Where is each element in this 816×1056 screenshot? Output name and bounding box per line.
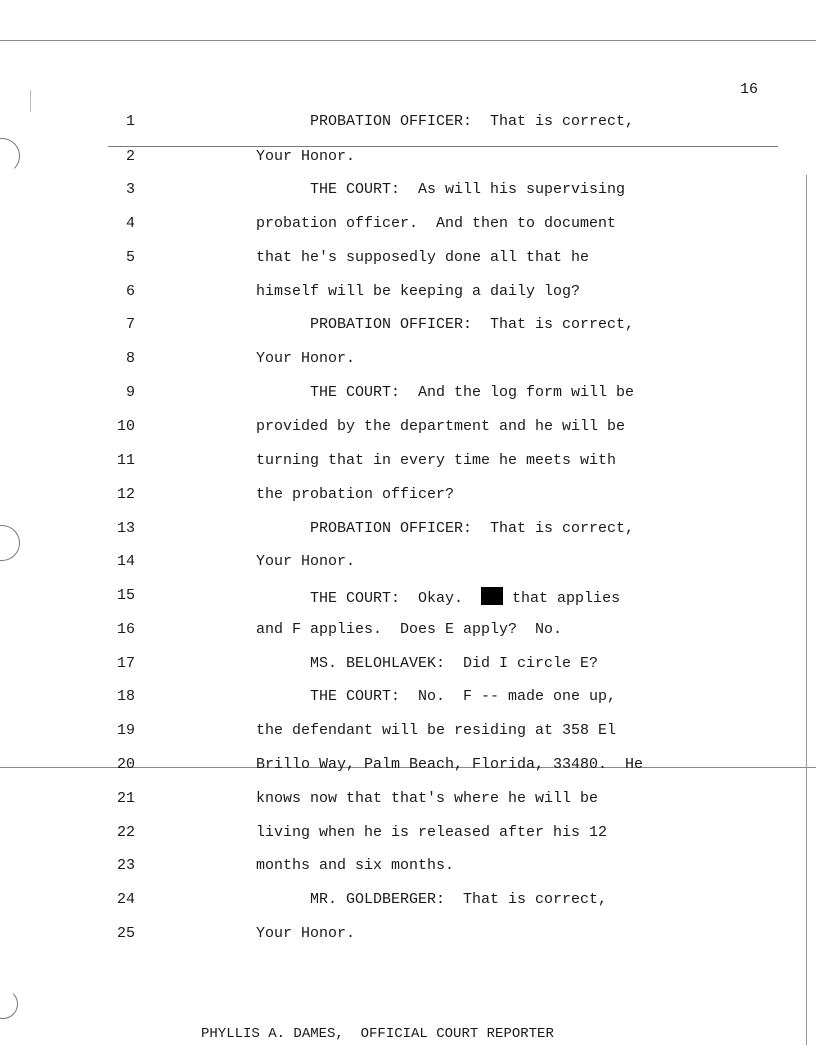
punch-hole bbox=[0, 138, 20, 174]
line-number: 17 bbox=[116, 655, 135, 672]
redaction-box bbox=[481, 587, 503, 605]
line-number: 3 bbox=[125, 181, 135, 198]
line-text: THE COURT: No. F -- made one up, bbox=[256, 688, 617, 705]
line-number: 8 bbox=[125, 350, 135, 367]
line-number: 1 bbox=[125, 113, 135, 130]
right-margin-line bbox=[806, 175, 807, 1045]
line-number: 13 bbox=[116, 520, 135, 537]
line-number: 18 bbox=[116, 688, 135, 705]
line-text: himself will be keeping a daily log? bbox=[256, 283, 581, 300]
line-number: 11 bbox=[116, 452, 135, 469]
line-text-after: that applies bbox=[503, 590, 621, 607]
line-number: 25 bbox=[116, 925, 135, 942]
footer-reporter: PHYLLIS A. DAMES, OFFICIAL COURT REPORTER bbox=[201, 1026, 554, 1042]
line-number: 23 bbox=[116, 857, 135, 874]
line-text-before: THE COURT: Okay. bbox=[256, 590, 482, 607]
punch-hole bbox=[0, 989, 18, 1019]
line-number: 2 bbox=[125, 148, 135, 165]
line-number: 24 bbox=[116, 891, 135, 908]
line-number: 22 bbox=[116, 824, 135, 841]
line-number: 10 bbox=[116, 418, 135, 435]
line-text: MS. BELOHLAVEK: Did I circle E? bbox=[256, 655, 599, 672]
line-text: Your Honor. bbox=[256, 925, 356, 942]
line-number: 12 bbox=[116, 486, 135, 503]
line-text: the defendant will be residing at 358 El bbox=[256, 722, 617, 739]
line-text: knows now that that's where he will be bbox=[256, 790, 599, 807]
line-text: turning that in every time he meets with bbox=[256, 452, 617, 469]
line-number: 16 bbox=[116, 621, 135, 638]
line-text: PROBATION OFFICER: That is correct, bbox=[256, 520, 635, 537]
line-number: 7 bbox=[125, 316, 135, 333]
punch-hole bbox=[0, 525, 20, 561]
line-text: the probation officer? bbox=[256, 486, 455, 503]
line-number: 19 bbox=[116, 722, 135, 739]
line-text: THE COURT: As will his supervising bbox=[256, 181, 626, 198]
line-text: Your Honor. bbox=[256, 553, 356, 570]
line-text: living when he is released after his 12 bbox=[256, 824, 608, 841]
divider-line bbox=[108, 146, 778, 147]
line-text: Brillo Way, Palm Beach, Florida, 33480. He bbox=[256, 756, 644, 773]
top-scan-edge bbox=[0, 40, 816, 41]
line-text: months and six months. bbox=[256, 857, 455, 874]
line-text: PROBATION OFFICER: That is correct, bbox=[256, 113, 635, 130]
line-text: Your Honor. bbox=[256, 350, 356, 367]
line-number: 9 bbox=[125, 384, 135, 401]
line-text: provided by the department and he will be bbox=[256, 418, 626, 435]
line-text: THE COURT: And the log form will be bbox=[256, 384, 635, 401]
line-number: 5 bbox=[125, 249, 135, 266]
line-text bbox=[256, 587, 620, 607]
line-number: 6 bbox=[125, 283, 135, 300]
line-number: 20 bbox=[116, 756, 135, 773]
line-number: 4 bbox=[125, 215, 135, 232]
line-text: probation officer. And then to document bbox=[256, 215, 617, 232]
line-text: Your Honor. bbox=[256, 148, 356, 165]
line-text: and F applies. Does E apply? No. bbox=[256, 621, 563, 638]
line-text: PROBATION OFFICER: That is correct, bbox=[256, 316, 635, 333]
line-text: that he's supposedly done all that he bbox=[256, 249, 590, 266]
line-number: 14 bbox=[116, 553, 135, 570]
line-number: 15 bbox=[116, 587, 135, 604]
line-number: 21 bbox=[116, 790, 135, 807]
scan-mark bbox=[30, 90, 31, 112]
line-text: MR. GOLDBERGER: That is correct, bbox=[256, 891, 608, 908]
page-number: 16 bbox=[740, 81, 759, 98]
